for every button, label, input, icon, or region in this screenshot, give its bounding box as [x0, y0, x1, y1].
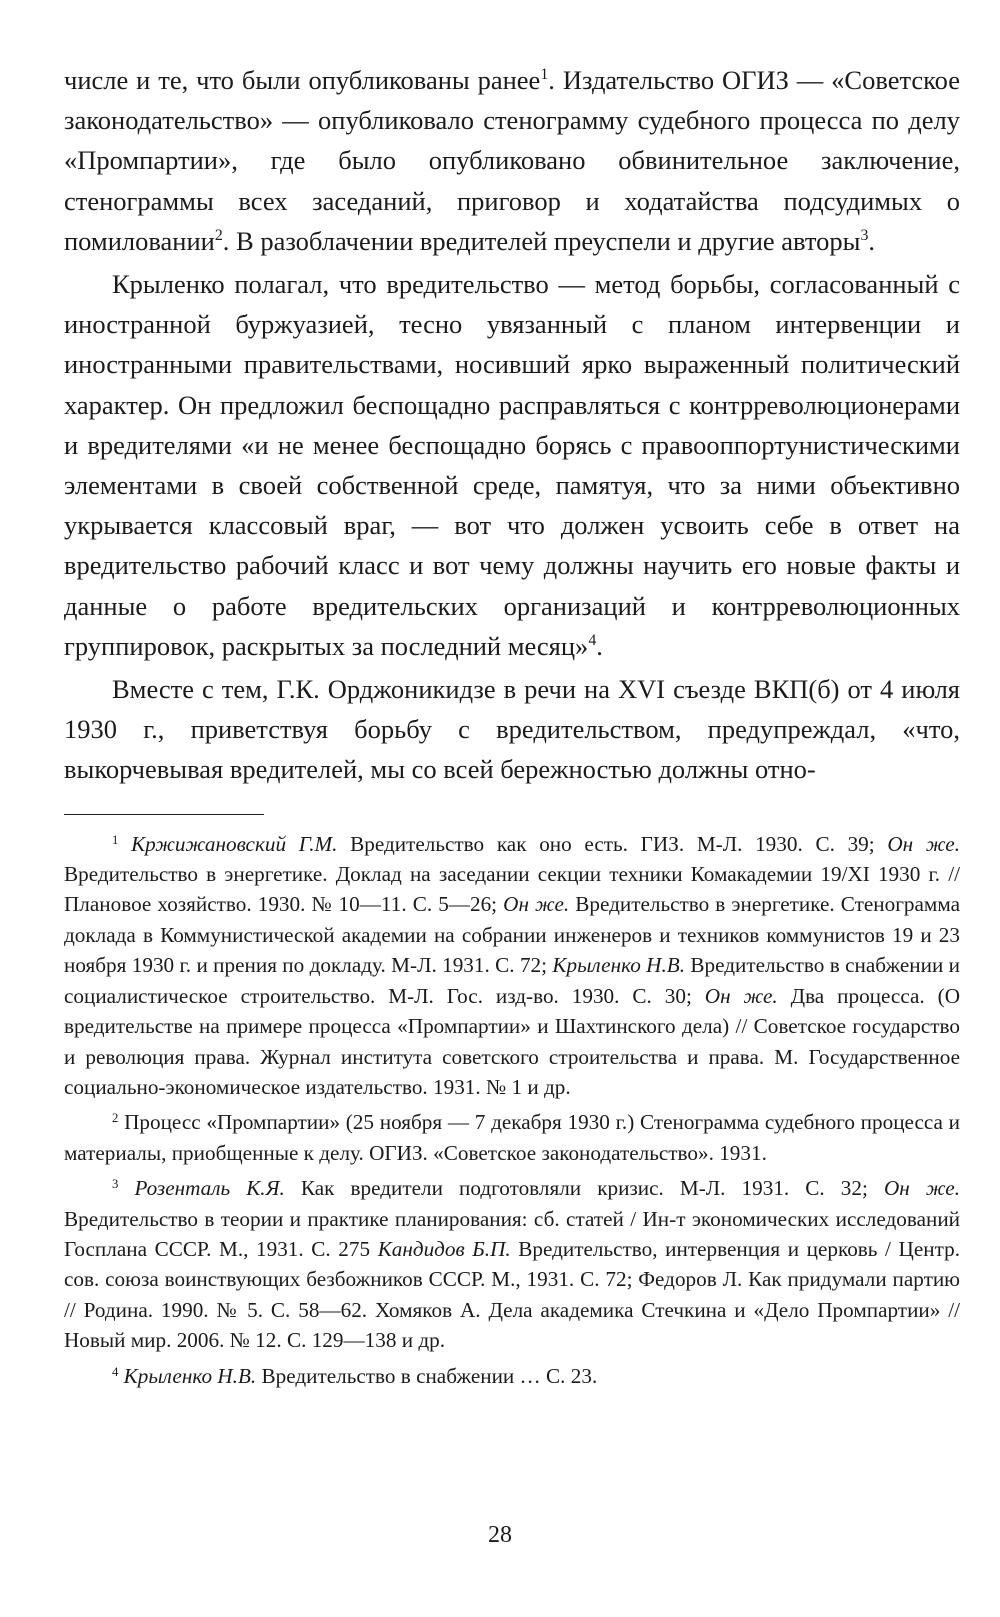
main-text	[64, 60, 960, 790]
footnotes	[64, 829, 960, 1391]
footnote-4	[64, 1361, 960, 1391]
footnote-ref-1: 1	[540, 66, 549, 84]
paragraph-2	[64, 264, 960, 666]
paragraph-3	[64, 669, 960, 790]
footnote-number: 3	[112, 1177, 119, 1192]
author-name: Он же.	[887, 831, 960, 856]
footnote-number: 1	[112, 832, 119, 847]
footnote-text: Вредительство в энергетике. Доклад на заседании секции техники Комакадемии 19/XI 1930 г. // Плановое хозяйство. 1930. № 10—11. С. 5—26;	[64, 862, 960, 917]
author-name: Он же.	[883, 1176, 960, 1201]
footnote-text: Процесс «Промпартии» (25 ноября — 7 декабря 1930 г.) Стенограмма судебного процесса и материалы, приобщенные к делу. ОГИЗ. «Советское законодательство». 1931.	[64, 1110, 960, 1165]
footnote-text: Вредительство в снабжении … С. 23.	[256, 1363, 598, 1388]
paragraph-text: . В разоблачении вредителей преуспели и другие авторы	[222, 225, 861, 256]
footnote-text: Вредительство, интервенция и церковь / Центр. сов. союза воинствующих безбожников СССР. М., 1931. С. 72; Федоров Л. Как придумали партию // Родина. 1990. № 5. С. 58—62. Хомяков А. Дела академика Стечкина и «Дело Промпартии» // Новый мир. 2006. № 12. С. 129—138 и др.	[64, 1236, 960, 1353]
footnote-text: Два процесса. (О вредительстве на примере процесса «Промпартии» и Шахтинского дела) // Советское государство и революция права. Журнал института советского строительства и права. М. Государственное социально-экономическое издательство. 1931. № 1 и др.	[64, 983, 960, 1099]
footnote-text: Вредительство в теории и практике планирования: сб. статей / Ин-т экономических исследований Госплана СССР. М., 1931. С. 275	[64, 1206, 960, 1261]
footnote-ref-4: 4	[588, 632, 597, 649]
footnote-text: Вредительство в снабжении и социалистическое строительство. М-Л. Гос. изд-во. 1930. С. 30;	[64, 953, 961, 1008]
footnote-divider	[64, 814, 264, 815]
author-name: Он же.	[503, 892, 570, 917]
paragraph-text: числе и те, что были опубликованы ранее	[64, 65, 541, 95]
paragraph-text: .	[868, 225, 876, 256]
footnote-2	[64, 1107, 960, 1168]
footnote-number: 2	[112, 1111, 119, 1126]
footnote-1	[64, 829, 960, 1103]
author-name: Розенталь К.Я.	[134, 1176, 285, 1201]
footnote-number: 4	[112, 1364, 119, 1379]
footnote-text: Как вредители подготовляли кризис. М-Л. 1931. С. 32;	[284, 1176, 884, 1201]
paragraph-text: Крыленко полагал, что вредительство — метод борьбы, согласованный с иностранной буржуазией, тесно увязанный с планом интервенции и иностранными правительствами, носивший ярко выраженный политический характер. Он предложил беспощадно расправляться с контрреволюционерами и вредителями «и не менее беспощадно борясь с правооппортунистическими элементами в своей собственной среде, памятуя, что за ними объективно укрывается классовый враг, — вот что должен усвоить себе в ответ на вредительство рабочий класс и вот чему должны научить его новые факты и данные о работе вредительских организаций и контрреволюционных группировок, раскрытых за последний месяц»	[64, 269, 960, 661]
footnote-text: Вредительство в энергетике. Стенограмма доклада в Коммунистической академии на собрании инженеров и техников коммунистов 19 и 23 ноября 1930 г. и прения по докладу. М-Л. 1931. С. 72;	[64, 892, 960, 978]
paragraph-text: . Издательство ОГИЗ — «Советское законодательство» — опубликовало стенограмму судебного процесса по делу «Промпартии», где было опубликовано обвинительное заключение, стенограммы всех заседаний, приговор и ходатайства подсудимых о помиловании	[64, 65, 960, 256]
page-number: 28	[488, 1522, 512, 1548]
footnote-text: Вредительство как оно есть. ГИЗ. М-Л. 1930. С. 39;	[337, 831, 888, 856]
author-name: Крыленко Н.В.	[123, 1363, 257, 1388]
author-name: Кржижановский Г.М.	[131, 831, 338, 856]
footnote-ref-2: 2	[214, 226, 223, 244]
paragraph-text: Вместе с тем, Г.К. Орджоникидзе в речи на XVI съезде ВКП(б) от 4 июля 1930 г., приветствуя борьбу с вредительством, предупреждал, «что, выкорчевывая вредителей, мы со всей бережностью должны отно-	[64, 674, 960, 785]
author-name: Он же.	[704, 983, 778, 1008]
footnote-3	[64, 1173, 960, 1355]
author-name: Крыленко Н.В.	[552, 953, 686, 978]
paragraph-text: .	[596, 630, 603, 661]
author-name: Кандидов Б.П.	[377, 1236, 511, 1261]
footnote-ref-3: 3	[860, 226, 869, 244]
page	[64, 60, 960, 1396]
paragraph-1	[64, 60, 960, 261]
